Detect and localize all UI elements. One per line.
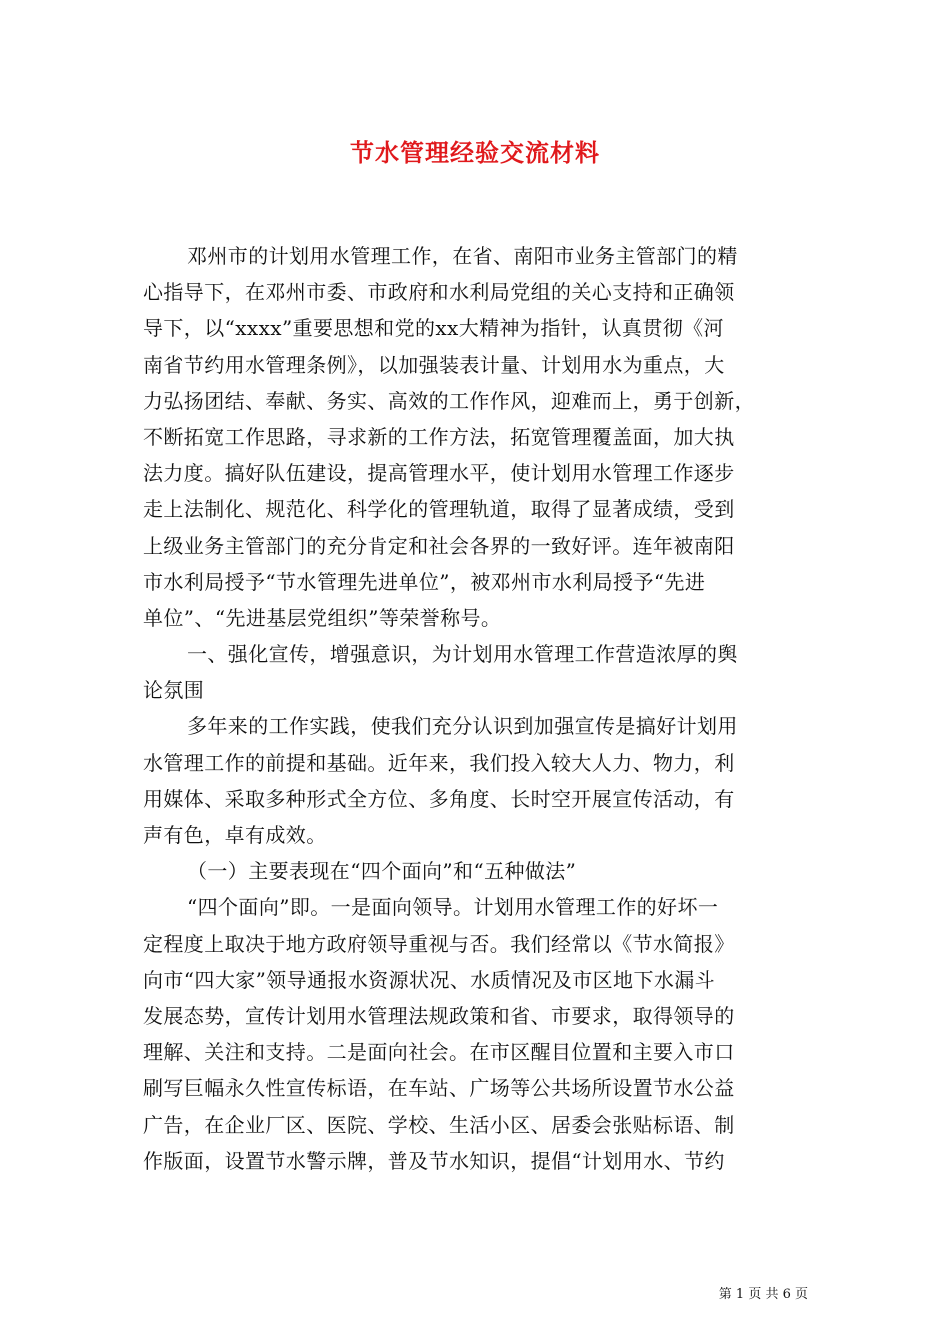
paragraph-line: 导下，以“xxxx”重要思想和党的xx大精神为指针，认真贯彻《河 [143,316,724,341]
section-heading-line: 论氛围 [143,678,205,703]
paragraph-line: 南省节约用水管理条例》，以加强装表计量、计划用水为重点，大 [143,352,725,377]
paragraph-line: 向市“四大家”领导通报水资源状况、水质情况及市区地下水漏斗 [143,967,716,992]
paragraph-line: 用媒体、采取多种形式全方位、多角度、长时空开展宣传活动，有 [143,786,735,811]
paragraph-line: 作版面，设置节水警示牌，普及节水知识，提倡“计划用水、节约 [143,1148,725,1173]
paragraph-line: 理解、关注和支持。二是面向社会。在市区醒目位置和主要入市口 [143,1040,735,1065]
subsection-heading-line: （一）主要表现在“四个面向”和“五种做法” [187,859,577,884]
paragraph-line: 刷写巨幅永久性宣传标语，在车站、广场等公共场所设置节水公益 [143,1076,735,1101]
paragraph-line: 定程度上取决于地方政府领导重视与否。我们经常以《节水简报》 [143,931,735,956]
paragraph-line: 水管理工作的前提和基础。近年来，我们投入较大人力、物力，利 [143,750,735,775]
paragraph-line: 上级业务主管部门的充分肯定和社会各界的一致好评。连年被南阳 [143,533,735,558]
paragraph-line: 市水利局授予“节水管理先进单位”，被邓州市水利局授予“先进 [143,569,706,594]
paragraph-line: 走上法制化、规范化、科学化的管理轨道，取得了显著成绩，受到 [143,497,735,522]
paragraph-line: 不断拓宽工作思路，寻求新的工作方法，拓宽管理覆盖面，加大执 [143,424,735,449]
paragraph-line: 力弘扬团结、奉献、务实、高效的工作作风，迎难而上，勇于创新， [143,388,755,413]
paragraph-line: 多年来的工作实践，使我们充分认识到加强宣传是搞好计划用 [187,714,738,739]
paragraph-line: 广告，在企业厂区、医院、学校、生活小区、居委会张贴标语、制 [143,1112,735,1137]
page-number: 第 1 页 共 6 页 [718,1287,808,1302]
paragraph-line: 法力度。搞好队伍建设，提高管理水平，使计划用水管理工作逐步 [143,461,735,486]
paragraph-line: 声有色，卓有成效。 [143,823,327,847]
paragraph-line: 单位”、“先进基层党组织”等荣誉称号。 [143,605,502,630]
document-body [143,238,819,1179]
paragraph-line: 心指导下，在邓州市委、市政府和水利局党组的关心支持和正确领 [143,280,735,305]
paragraph-line: “四个面向”即。一是面向领导。计划用水管理工作的好坏一 [187,895,719,920]
paragraph-line: 邓州市的计划用水管理工作，在省、南阳市业务主管部门的精 [187,244,738,268]
paragraph-line: 发展态势，宣传计划用水管理法规政策和省、市要求，取得领导的 [143,1003,735,1028]
section-heading-line: 一、强化宣传，增强意识，为计划用水管理工作营造浓厚的舆 [187,642,738,667]
document-title: 节水管理经验交流材料 [350,138,600,167]
